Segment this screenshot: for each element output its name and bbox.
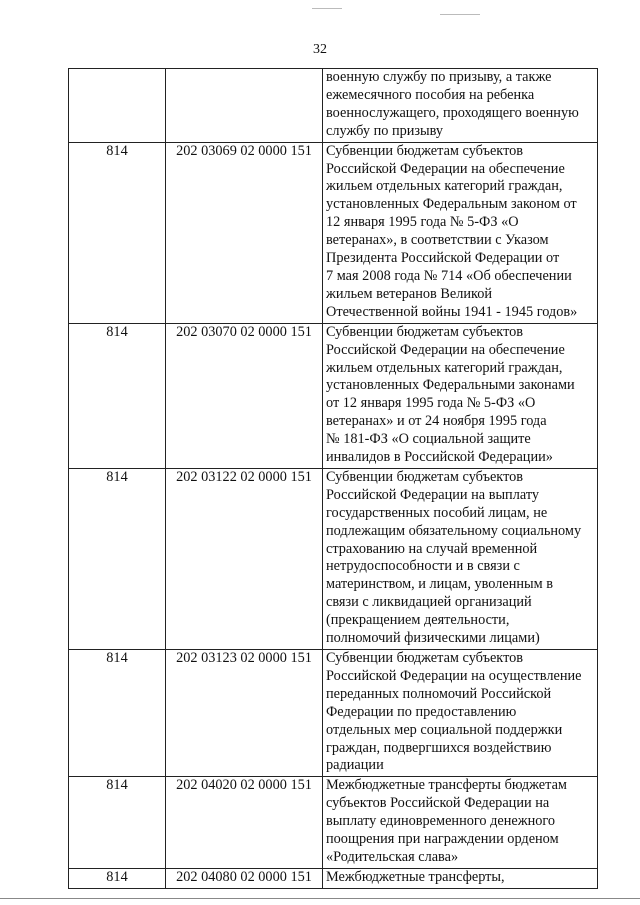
income-name-line: Президента Российской Федерации от <box>326 250 560 267</box>
income-name-line: от 12 января 1995 года № 5-ФЗ «О <box>326 395 536 412</box>
income-name-line: 12 января 1995 года № 5-ФЗ «О <box>326 214 519 231</box>
income-name-line: Межбюджетные трансферты бюджетам <box>326 777 567 794</box>
income-name-line: Российской Федерации на выплату <box>326 486 540 503</box>
income-name-line: связи с ликвидацией организаций <box>326 594 532 611</box>
income-name-line: № 181-ФЗ «О социальной защите <box>326 431 531 448</box>
admin-code-cell: 814 <box>69 468 166 649</box>
income-name-line: Российской Федерации на обеспечение <box>326 341 565 358</box>
table-body <box>69 69 598 889</box>
income-name-line: 7 мая 2008 года № 714 «Об обеспечении <box>326 267 572 284</box>
budget-classification-code-cell: 202 04080 02 0000 151 <box>166 868 323 888</box>
budget-classification-code-cell: 202 03069 02 0000 151 <box>166 142 323 323</box>
income-name-cell <box>323 69 598 143</box>
income-name-line: ветеранах», в соответствии с Указом <box>326 232 549 249</box>
income-name-line: поощрения при награждении орденом <box>326 831 559 848</box>
income-name-line: жильем отдельных категорий граждан, <box>326 359 563 376</box>
income-name-line: (прекращением деятельности, <box>326 612 510 629</box>
income-name-line: установленных Федеральными законами <box>326 377 575 394</box>
admin-code-cell <box>69 69 166 143</box>
income-name-line: Федерации по предоставлению <box>326 703 517 720</box>
table-row <box>69 69 598 143</box>
income-name-line: нетрудоспособности и в связи с <box>326 558 520 575</box>
income-name-line: жильем ветеранов Великой <box>326 285 493 302</box>
income-name-line: «Родительская слава» <box>326 848 459 865</box>
income-name-line: Российской Федерации на обеспечение <box>326 160 565 177</box>
income-name-line: Субвенции бюджетам субъектов <box>326 142 524 159</box>
table-row <box>69 777 598 869</box>
income-name-cell <box>323 142 598 323</box>
scan-speck <box>312 8 342 9</box>
income-name-line: военнослужащего, проходящего военную <box>326 104 579 121</box>
admin-code-cell: 814 <box>69 323 166 468</box>
table-row <box>69 868 598 888</box>
income-name-line: ежемесячного пособия на ребенка <box>326 86 535 103</box>
budget-classification-code-cell: 202 04020 02 0000 151 <box>166 777 323 869</box>
table-row <box>69 142 598 323</box>
table-row <box>69 323 598 468</box>
income-name-line: граждан, подвергшихся воздействию <box>326 739 552 756</box>
budget-classification-code-cell <box>166 69 323 143</box>
table-row <box>69 650 598 777</box>
page-number: 32 <box>313 42 327 57</box>
income-name-cell <box>323 868 598 888</box>
income-name-line: Субвенции бюджетам субъектов <box>326 468 524 485</box>
income-name-line: Российской Федерации на осуществление <box>326 667 582 684</box>
income-name-line: жильем отдельных категорий граждан, <box>326 178 563 195</box>
income-name-line: Субвенции бюджетам субъектов <box>326 323 524 340</box>
budget-classification-code-cell: 202 03123 02 0000 151 <box>166 650 323 777</box>
admin-code-cell: 814 <box>69 650 166 777</box>
income-name-line: выплату единовременного денежного <box>326 813 556 830</box>
income-name-line: переданных полномочий Российской <box>326 685 552 702</box>
income-name-cell <box>323 468 598 649</box>
admin-code-cell: 814 <box>69 868 166 888</box>
admin-code-cell: 814 <box>69 142 166 323</box>
income-name-line: Межбюджетные трансферты, <box>326 868 505 885</box>
income-name-line: государственных пособий лицам, не <box>326 504 548 521</box>
income-name-line: установленных Федеральным законом от <box>326 196 577 213</box>
income-name-cell <box>323 323 598 468</box>
income-name-line: материнством, и лицам, уволенным в <box>326 576 554 593</box>
budget-classification-code-cell: 202 03122 02 0000 151 <box>166 468 323 649</box>
income-name-line: военную службу по призыву, а также <box>326 69 552 85</box>
income-name-line: Субвенции бюджетам субъектов <box>326 650 524 666</box>
income-name-line: инвалидов в Российской Федерации» <box>326 449 553 466</box>
income-name-cell <box>323 650 598 777</box>
scan-speck <box>440 14 480 15</box>
income-name-line: полномочий физическими лицами) <box>326 630 540 647</box>
income-name-line: Отечественной войны 1941 - 1945 годов» <box>326 303 578 320</box>
budget-classification-code-cell: 202 03070 02 0000 151 <box>166 323 323 468</box>
budget-codes-table <box>68 68 598 889</box>
income-name-line: страхованию на случай временной <box>326 540 538 557</box>
admin-code-cell: 814 <box>69 777 166 869</box>
income-name-line: радиации <box>326 757 384 774</box>
income-name-line: отдельных мер социальной поддержки <box>326 721 563 738</box>
income-name-line: подлежащим обязательному социальному <box>326 522 582 539</box>
table-row <box>69 468 598 649</box>
page-bottom-edge <box>0 898 640 899</box>
income-name-line: субъектов Российской Федерации на <box>326 795 550 812</box>
income-name-line: службу по призыву <box>326 122 444 139</box>
income-name-line: ветеранах» и от 24 ноября 1995 года <box>326 413 547 430</box>
income-name-cell <box>323 777 598 869</box>
